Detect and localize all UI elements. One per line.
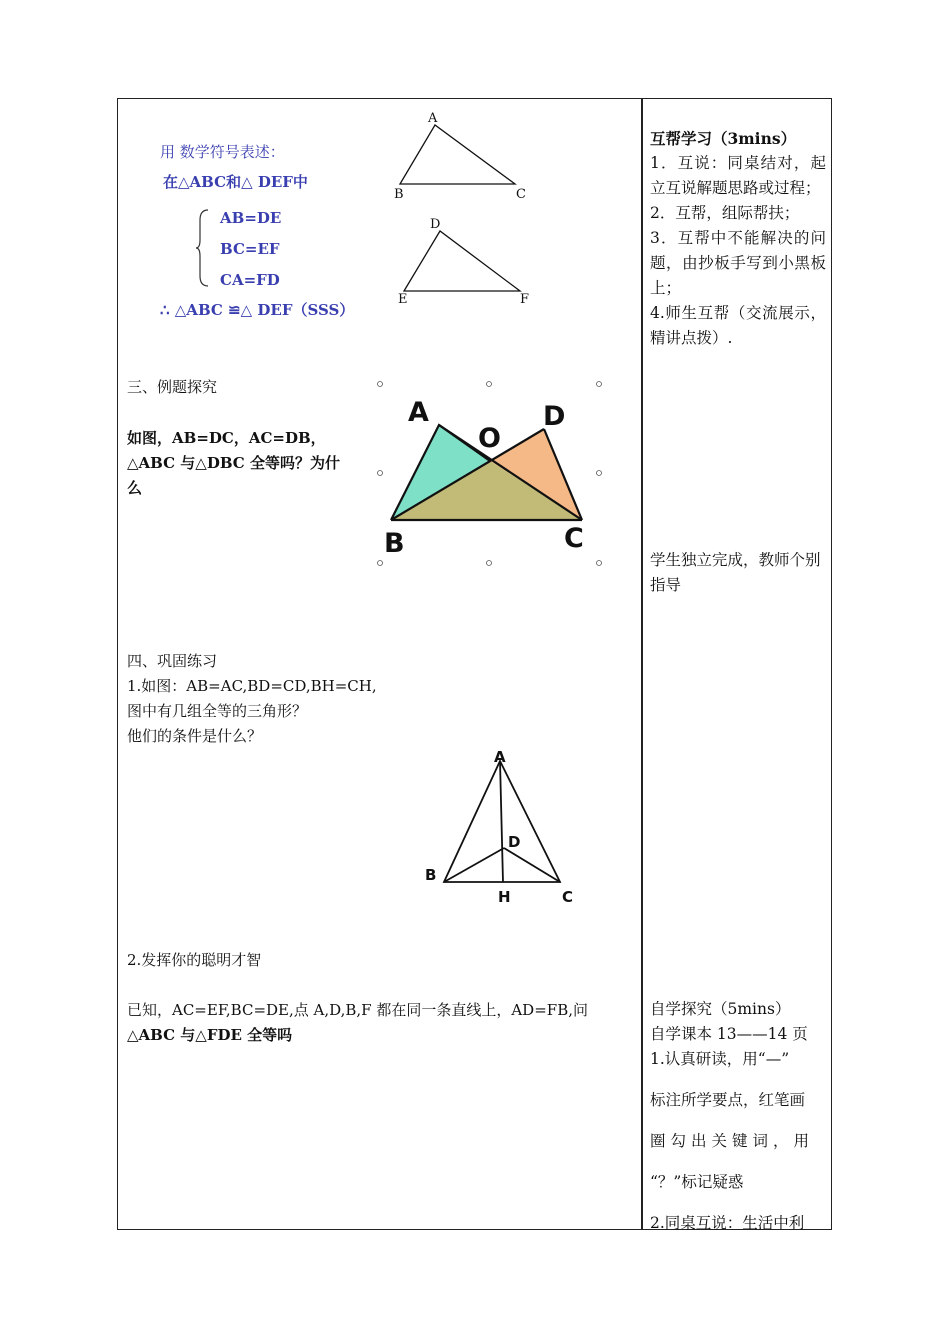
label-d: D [430, 217, 441, 232]
triangle-abc-figure [390, 110, 540, 205]
label-b: B [425, 866, 437, 884]
label-e: E [398, 292, 408, 307]
label-d: D [508, 833, 521, 851]
self-study-item-2: 2.同桌互说：生活中利 [650, 1214, 805, 1232]
help-item-3: 3．互帮中不能解决的问题，由抄板手写到小黑板上； [650, 229, 826, 297]
example-question-line1: 如图，AB=DC，AC=DB， [127, 429, 326, 447]
triangle-abc [400, 125, 515, 184]
label-d: D [543, 401, 566, 432]
label-c: C [564, 523, 584, 554]
help-title: 互帮学习（3mins） [650, 129, 797, 148]
side-help-section [650, 126, 826, 351]
self-study-item-1d: “？”标记疑惑 [650, 1173, 744, 1191]
side-independent-note: 学生独立完成，教师个别指导 [650, 551, 821, 594]
practice2-line1: 已知，AC=EF,BC=DE,点 A,D,B,F 都在同一条直线上，AD=FB,问 [127, 1001, 588, 1019]
triangle-def-figure [392, 213, 542, 308]
practice1-line3: 他们的条件是什么？ [127, 727, 263, 745]
help-item-1: 1．互说：同桌结对，起立互说解题思路或过程； [650, 154, 826, 197]
label-a: A [408, 397, 429, 428]
label-b: B [384, 528, 405, 559]
label-a: A [428, 111, 438, 126]
label-h: H [498, 888, 511, 906]
statement-intro: 用 数学符号表述： [160, 143, 285, 161]
statement-conclusion: ∴ △ABC ≌△ DEF（SSS） [160, 301, 355, 319]
practice-figure [420, 745, 590, 910]
section4-heading: 四、巩固练习 [127, 652, 218, 670]
condition-ca-fd: CA=FD [220, 271, 280, 289]
self-study-item-1a: 1.认真研读，用“—” [650, 1050, 790, 1068]
brace-icon [196, 208, 212, 288]
section3-heading: 三、例题探究 [127, 378, 218, 396]
example-figure [372, 377, 607, 572]
self-study-item-1c: 圈勾出关键词，用 [650, 1132, 815, 1150]
statement-given: 在△ABC和△ DEF中 [163, 173, 308, 191]
example-question-line2: △ABC 与△DBC 全等吗？为什 [127, 454, 340, 472]
practice1-line1: 1.如图：AB=AC,BD=CD,BH=CH, [127, 677, 377, 695]
help-item-2: 2．互帮，组际帮扶； [650, 204, 800, 222]
self-study-pages: 自学课本 13——14 页 [650, 1025, 808, 1043]
help-item-4: 4.师生互帮（交流展示，精讲点拨）. [650, 304, 826, 347]
self-study-item-1b: 标注所学要点，红笔画 [650, 1091, 806, 1109]
practice2-heading: 2.发挥你的聪明才智 [127, 951, 262, 969]
example-question-line3: 么 [127, 479, 143, 497]
column-divider [641, 98, 643, 1230]
label-c: C [562, 888, 574, 906]
triangle-def [404, 231, 520, 291]
condition-ab-de: AB=DE [220, 209, 282, 227]
label-o: O [478, 423, 501, 454]
label-f: F [520, 292, 530, 307]
condition-bc-ef: BC=EF [220, 240, 280, 258]
label-a: A [494, 748, 506, 766]
label-b: B [394, 187, 404, 202]
side-self-study-section [650, 997, 826, 1236]
label-c: C [516, 187, 526, 202]
practice2-line2: △ABC 与△FDE 全等吗 [127, 1026, 293, 1044]
practice1-line2: 图中有几组全等的三角形？ [127, 702, 308, 720]
self-study-title: 自学探究（5mins） [650, 1000, 791, 1018]
